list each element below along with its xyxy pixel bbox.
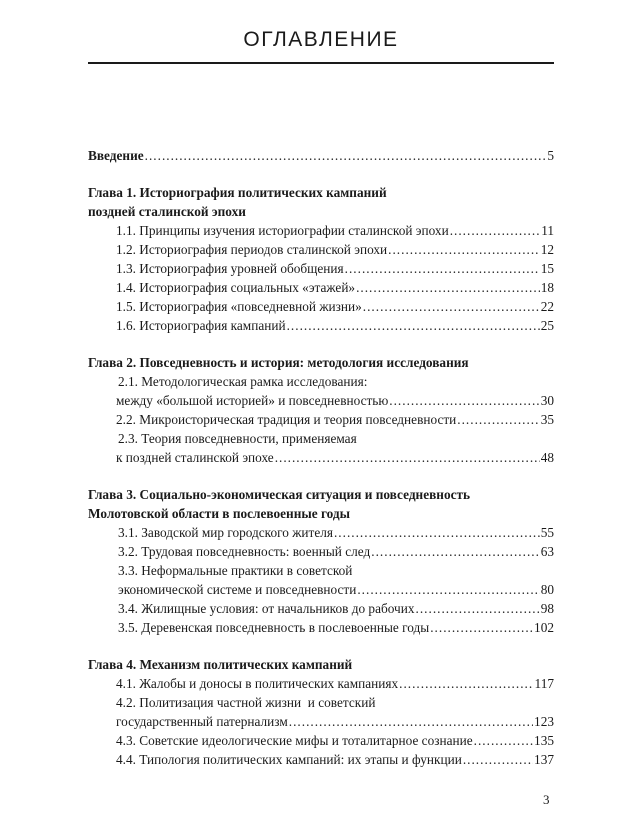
toc-entry-title: 3.2. Трудовая повседневность: военный след	[118, 544, 371, 559]
toc-entry-page: 98	[540, 601, 554, 616]
dot-leader	[363, 297, 540, 316]
toc-entry-2-3-line-1	[88, 429, 554, 448]
dot-leader	[450, 221, 540, 240]
toc-entry-4-2	[88, 712, 554, 731]
dot-leader	[334, 523, 540, 542]
toc-entry-2-1-line-1	[88, 372, 554, 391]
dot-leader	[388, 240, 540, 259]
toc-entry-1-6	[88, 316, 554, 335]
title-divider	[88, 62, 554, 64]
toc-entry-intro	[88, 146, 554, 165]
toc-entry-title: 2.3. Теория повседневности, применяемая	[118, 431, 357, 446]
dot-leader	[345, 259, 540, 278]
toc-entry-page: 12	[540, 242, 554, 257]
dot-leader	[389, 391, 539, 410]
toc-entry-page: 123	[534, 714, 554, 729]
toc-entry-3-2	[88, 542, 554, 561]
toc-entry-page: 11	[541, 223, 554, 238]
toc-entry-page: 22	[540, 299, 554, 314]
toc-entry-title: 2.2. Микроисторическая традиция и теория повседневности	[116, 412, 457, 427]
dot-leader	[287, 316, 540, 335]
toc-entry-title: 1.5. Историография «повседневной жизни»	[116, 299, 362, 314]
toc-entry-page: 63	[540, 544, 554, 559]
chapter-2-title: Глава 2. Повседневность и история: методология исследования	[88, 355, 469, 370]
toc-entry-4-4	[88, 750, 554, 769]
dot-leader	[289, 712, 533, 731]
toc-entry-title: 4.4. Типология политических кампаний: их этапы и функции	[116, 752, 462, 767]
chapter-1-title-line-1: Глава 1. Историография политических кампаний	[88, 185, 387, 200]
toc-entry-title: 1.6. Историография кампаний	[116, 318, 286, 333]
toc-entry-2-3	[88, 448, 554, 467]
dot-leader	[399, 674, 533, 693]
toc-entry-3-4	[88, 599, 554, 618]
chapter-4-title: Глава 4. Механизм политических кампаний	[88, 657, 353, 672]
toc-entry-title: 1.3. Историография уровней обобщения	[116, 261, 344, 276]
toc-entry-1-1	[88, 221, 554, 240]
toc-entry-page: 18	[540, 280, 554, 295]
toc-entry-title: 1.4. Историография социальных «этажей»	[116, 280, 356, 295]
toc-entry-page: 30	[540, 393, 554, 408]
toc-entry-title: 3.5. Деревенская повседневность в послевоенные годы	[118, 620, 430, 635]
toc-entry-title: 1.2. Историография периодов сталинской эпохи	[116, 242, 388, 257]
toc-entry-1-2	[88, 240, 554, 259]
toc-entry-1-4	[88, 278, 554, 297]
toc-entry-3-3-line-1	[88, 561, 554, 580]
toc-entry-title: 4.1. Жалобы и доносы в политических кампаниях	[116, 676, 399, 691]
toc-entry-title: 3.4. Жилищные условия: от начальников до рабочих	[118, 601, 415, 616]
toc-entry-4-1	[88, 674, 554, 693]
toc-entry-2-2	[88, 410, 554, 429]
toc-entry-4-2-line-1	[88, 693, 554, 712]
toc-entry-3-3	[88, 580, 554, 599]
dot-leader	[371, 542, 539, 561]
page-number: 3	[543, 792, 550, 807]
toc-entry-page: 117	[534, 676, 554, 691]
chapter-3-title-line-1: Глава 3. Социально-экономическая ситуация и повседневность	[88, 487, 471, 502]
toc-entry-1-3	[88, 259, 554, 278]
dot-leader	[463, 750, 533, 769]
toc-entry-page: 102	[534, 620, 554, 635]
dot-leader	[357, 580, 539, 599]
chapter-3-title-line-2: Молотовской области в послевоенные годы	[88, 506, 351, 521]
toc-entry-title: 4.3. Советские идеологические мифы и тоталитарное сознание	[116, 733, 473, 748]
toc-entry-title: между «большой историей» и повседневностью	[116, 393, 389, 408]
dot-leader	[457, 410, 539, 429]
table-of-contents	[88, 146, 554, 769]
toc-entry-page: 35	[540, 412, 554, 427]
toc-entry-title: к поздней сталинской эпохе	[116, 450, 274, 465]
toc-entry-title: 1.1. Принципы изучения историографии сталинской эпохи	[116, 223, 449, 238]
toc-entry-title: Введение	[88, 148, 144, 163]
toc-entry-page: 25	[540, 318, 554, 333]
dot-leader	[356, 278, 540, 297]
toc-entry-page: 80	[540, 582, 554, 597]
toc-entry-4-3	[88, 731, 554, 750]
dot-leader	[430, 618, 533, 637]
toc-entry-page: 5	[547, 148, 554, 163]
toc-entry-1-5	[88, 297, 554, 316]
toc-entry-page: 48	[540, 450, 554, 465]
dot-leader	[416, 599, 540, 618]
toc-entry-page: 137	[534, 752, 554, 767]
dot-leader	[275, 448, 540, 467]
toc-entry-3-1	[88, 523, 554, 542]
dot-leader	[474, 731, 533, 750]
dot-leader	[145, 146, 547, 165]
toc-entry-title: 2.1. Методологическая рамка исследования:	[118, 374, 368, 389]
toc-entry-title: 4.2. Политизация частной жизни и советский	[116, 695, 376, 710]
page-title: ОГЛАВЛЕНИЕ	[243, 28, 399, 51]
toc-entry-title: 3.1. Заводской мир городского жителя	[118, 525, 333, 540]
toc-entry-3-5	[88, 618, 554, 637]
toc-entry-title: экономической системе и повседневности	[118, 582, 357, 597]
toc-entry-page: 135	[534, 733, 554, 748]
toc-entry-title: 3.3. Неформальные практики в советской	[118, 563, 353, 578]
toc-entry-page: 55	[540, 525, 554, 540]
toc-entry-title: государственный патернализм	[116, 714, 288, 729]
toc-entry-page: 15	[540, 261, 554, 276]
toc-entry-2-1	[88, 391, 554, 410]
chapter-1-title-line-2: поздней сталинской эпохи	[88, 204, 246, 219]
